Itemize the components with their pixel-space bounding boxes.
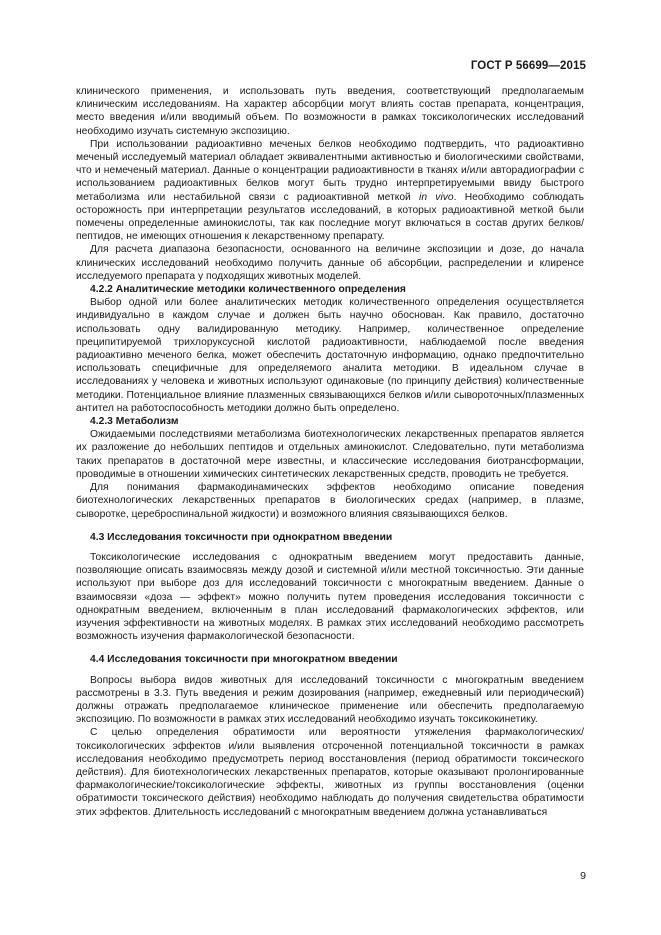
section-heading-4-3: 4.3 Исследования токсичности при однократном введении	[90, 531, 393, 543]
section-heading-4-2-3: 4.2.3 Метаболизм	[90, 416, 179, 428]
paragraph: Выбор одной или более аналитических методик количественного определения осуществляется индивидуально в каждом случае и должен быть научно обоснован. Как правило, достаточно использовать одну валидированную методику. Например, количественное определение преципитируемой трихлоруксусной кислотой радиоактивности, наблюдаемой после введения радиоактивно меченого белка, может обеспечить достаточную информацию, однако предпочтительно использовать специфичные для определяемого аналита методики. В идеальном случае в исследованиях у человека и животных используют одинаковые (по принципу действия) количественные методики. Потенциальное влияние плазменных связывающихся белков и/или сывороточных/плазменных антител на работоспособность методики должно быть определено.	[76, 297, 584, 414]
paragraph: Ожидаемыми последствиями метаболизма биотехнологических лекарственных препаратов является их разложение до небольших пептидов и отдельных аминокислот. Следовательно, пути метаболизма таких препаратов в достаточной мере известны, и классические исследования биотрансформации, проводимые в отношении химических синтетических лекарственных средств, проводить не требуется.	[76, 429, 584, 480]
page-number: 9	[580, 870, 586, 882]
paragraph-text: . Необходимо соблюдать осторожность при интерпретации результатов исследований, в которых радиоактивной меткой были помечены определенные аминокислоты, так как последние могут включаться в состав других белков/пептидов, не имеющих отношения к лекарственному препарату.	[76, 191, 584, 243]
document-header: ГОСТ Р 56699—2015	[470, 60, 586, 72]
paragraph: Вопросы выбора видов животных для исследований токсичности с многократным введением рассмотрены в 3.3. Путь введения и режим дозирования (например, ежедневный или периодический) должны отражать предполагаемое клиническое применение или обеспечить предполагаемую экспозицию. По возможности в рамках этих исследований необходимо изучать токсикокинетику.	[76, 674, 584, 726]
paragraph: Токсикологические исследования с однократным введением могут предоставить данные, позволяющие описать взаимосвязь между дозой и системной и/или местной токсичностью. Эти данные используют при выборе доз для исследований токсичности с многократным введением. Данные о взаимосвязи «доза — эффект» можно получить путем проведения исследования токсичности с однократным введением, включенным в план исследований фармакологических эффектов, или изучения эффективности на животных моделях. В рамках этих исследований необходимо рассмотреть возможность изучения фармакологической безопасности.	[76, 551, 584, 643]
paragraph: клинического применения, и использовать путь введения, соответствующий предполагаемым клиническим исследованиям. На характер абсорбции могут влиять состав препарата, концентрация, место введения и/или вводимый объем. По возможности в рамках токсикологических исследований необходимо изучать системную экспозицию.	[76, 86, 584, 137]
document-body	[76, 85, 584, 819]
paragraph-text: При использовании радиоактивно меченых белков необходимо подтвердить, что радиоактивно меченый исследуемый материал обладает эквивалентными активностью и биологическими свойствами, что и немеченый материал. Данные о концентрации радиоактивности в тканях и/или авторадиографии с использованием радиоактивных белков могут быть трудно интерпретируемыми ввиду быстрого метаболизма или нестабильной связи с радиоактивной меткой	[76, 138, 584, 203]
section-heading-4-2-2: 4.2.2 Аналитические методики количественного определения	[90, 284, 406, 296]
paragraph: Для понимания фармакодинамических эффектов необходимо описание поведения биотехнологических лекарственных препаратов в биологических средах (например, в плазме, сыворотке, цереброспинальной жидкости) и возможного влияния связывающихся белков.	[76, 482, 584, 520]
paragraph: С целью определения обратимости или вероятности утяжеления фармакологических/токсикологических эффектов и/или выявления отсроченной потенциальной токсичности в рамках исследования необходимо предусмотреть период восстановления (период обратимости токсического действия). Для биотехнологических лекарственных препаратов, которые оказывают пролонгированные фармакологические/токсикологические эффекты, животных из группы восстановления (оценки обратимости токсического действия) необходимо наблюдать до получения свидетельства обратимости этих эффектов. Длительность исследований с многократным введением должна устанавливаться	[76, 727, 584, 818]
section-heading-4-4: 4.4 Исследования токсичности при многократном введении	[90, 654, 398, 666]
paragraph	[76, 138, 584, 244]
italic-term: in vivo	[419, 191, 454, 203]
paragraph: Для расчета диапазона безопасности, основанного на величине экспозиции и дозе, до начала клинических исследований необходимо получить данные об абсорбции, распределении и клиренсе исследуемого препарата у подходящих животных моделей.	[76, 244, 584, 282]
